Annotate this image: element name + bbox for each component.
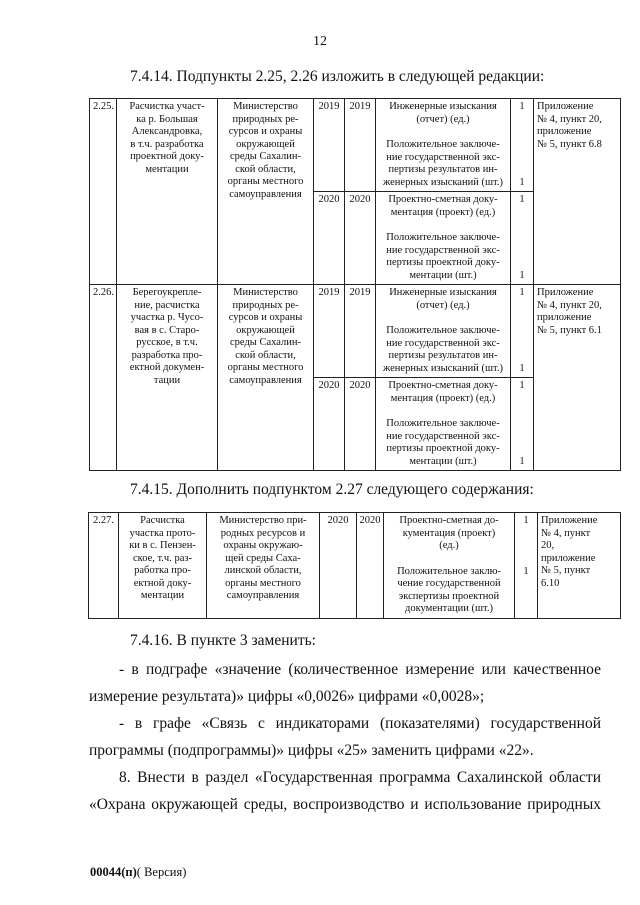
- cell-line: ние государственной экс-: [386, 337, 500, 349]
- year-start: 2019: [314, 285, 345, 378]
- cell-line: самоуправления: [229, 374, 302, 386]
- quantity-value: 1: [519, 287, 525, 298]
- year-end: 2020: [345, 192, 376, 285]
- cell-line: вая в с. Старо-: [134, 324, 200, 336]
- cell-line: участка р. Чусо-: [130, 312, 204, 323]
- event-cell: [117, 99, 218, 285]
- paragraph-replacement-1: [89, 656, 601, 710]
- year-start: 2020: [320, 513, 357, 619]
- section-heading-7-4-14: 7.4.14. Подпункты 2.25, 2.26 изложить в следующей редакции:: [130, 68, 545, 85]
- cell-line: ние, расчистка: [134, 299, 200, 311]
- indicator-cell: [376, 378, 511, 471]
- cell-line: Проектно-сметная доку-: [388, 380, 498, 391]
- cell-line: родных ресурсов и: [220, 527, 306, 539]
- cell-line: № 4, пункт 20,: [537, 113, 602, 125]
- cell-line: природных ре-: [232, 299, 299, 311]
- cell-line: Берегоукрепле-: [132, 287, 202, 298]
- cell-line: 6.10: [541, 577, 560, 589]
- cell-line: органы местного: [227, 362, 304, 373]
- quantity-cell: [515, 513, 538, 619]
- cell-line: кументация (проект): [402, 527, 496, 539]
- cell-line: Министерство при-: [219, 515, 307, 526]
- indicator-cell: [376, 285, 511, 378]
- cell-line: проектной доку-: [130, 151, 204, 162]
- cell-line: документации (шт.): [405, 603, 493, 614]
- cell-line: охраны окружаю-: [223, 540, 303, 551]
- cell-line: самоуправления: [226, 590, 300, 601]
- cell-line: чение государственной: [397, 578, 501, 589]
- cell-line: пертизы проектной доку-: [386, 257, 500, 268]
- section-heading-7-4-16: 7.4.16. В пункте 3 заменить:: [130, 632, 316, 649]
- cell-line: Инженерные изыскания: [389, 287, 497, 298]
- cell-line: линской области,: [224, 565, 302, 576]
- cell-line: Александровка,: [131, 126, 203, 137]
- cell-line: самоуправления: [229, 188, 302, 200]
- document-code: 00044(п): [90, 865, 137, 879]
- year-start: 2020: [314, 378, 345, 471]
- cell-line: Расчистка участ-: [129, 101, 205, 112]
- table-row: [89, 513, 621, 619]
- cell-line: сурсов и охраны: [228, 312, 303, 323]
- cell-line: приложение: [537, 126, 592, 137]
- cell-line: пертизы результатов ин-: [388, 350, 498, 361]
- cell-line: Проектно-сметная до-: [399, 515, 499, 526]
- cell-line: Министерство: [233, 101, 298, 112]
- year-end: 2019: [345, 99, 376, 192]
- table-row: [90, 99, 621, 192]
- cell-line: Положительное заклю-: [397, 565, 501, 577]
- page-number: 12: [313, 34, 327, 49]
- indicator-item: [379, 325, 507, 375]
- cell-line: Министерство: [233, 287, 298, 298]
- cell-line: ектной докумен-: [129, 362, 205, 373]
- link-cell: [534, 285, 621, 471]
- link-cell: [538, 513, 621, 619]
- document-footer: [90, 865, 186, 880]
- cell-line: ние государственной экс-: [386, 244, 500, 256]
- cell-line: ской области,: [235, 163, 296, 175]
- year-start: 2019: [314, 99, 345, 192]
- cell-line: женерных изысканий (шт.): [383, 362, 503, 374]
- document-version: ( Версия): [136, 865, 187, 879]
- cell-line: ние государственной экс-: [386, 430, 500, 442]
- quantity-cell: [511, 192, 534, 285]
- quantity-value: 1: [519, 176, 525, 188]
- cell-line: ментации (шт.): [409, 269, 477, 281]
- cell-line: приложение: [537, 312, 592, 323]
- cell-line: Инженерные изыскания: [389, 101, 497, 112]
- cell-line: окружающей: [236, 138, 295, 150]
- cell-line: ние государственной экс-: [386, 151, 500, 163]
- cell-line: тации: [153, 374, 181, 386]
- cell-line: ментации: [145, 163, 189, 175]
- indicator-item: [379, 287, 507, 312]
- quantity-value: 1: [523, 565, 529, 577]
- quantity-value: 1: [519, 380, 525, 391]
- year-end: 2020: [357, 513, 384, 619]
- quantity-value: 1: [519, 101, 525, 112]
- cell-line: ментации (шт.): [409, 455, 477, 467]
- cell-line: пертизы результатов ин-: [388, 164, 498, 175]
- cell-line: окружающей: [236, 324, 295, 336]
- link-cell: [534, 99, 621, 285]
- cell-line: ка р. Большая: [136, 113, 198, 125]
- cell-line: (отчет) (ед.): [416, 299, 470, 311]
- quantity-cell: [511, 99, 534, 192]
- cell-line: среды Сахалин-: [230, 151, 301, 162]
- cell-line: работка про-: [134, 565, 191, 576]
- paragraph-line: - в графе «Связь с индикаторами (показателями) государственной: [119, 715, 601, 732]
- row-number: 2.27.: [89, 513, 119, 619]
- indicator-cell: [376, 192, 511, 285]
- quantity-value: 1: [519, 269, 525, 281]
- paragraph-item-8: [89, 764, 601, 818]
- executor-cell: [207, 513, 320, 619]
- paragraph-line: программы (подпрограммы)» цифры «25» заменить цифрами «22».: [89, 742, 534, 759]
- cell-line: ментация (проект) (ед.): [390, 206, 496, 218]
- cell-line: 20,: [541, 540, 555, 551]
- quantity-value: 1: [519, 362, 525, 374]
- cell-line: Проектно-сметная доку-: [388, 194, 498, 205]
- cell-line: щей среды Саха-: [225, 552, 301, 564]
- section-heading-7-4-15: 7.4.15. Дополнить подпунктом 2.27 следующего содержания:: [130, 481, 534, 498]
- executor-cell: [218, 99, 314, 285]
- table-row: [90, 285, 621, 378]
- cell-line: участка прото-: [129, 527, 196, 539]
- cell-line: среды Сахалин-: [230, 337, 301, 348]
- quantity-value: 1: [523, 515, 529, 526]
- row-number: 2.25.: [90, 99, 117, 285]
- indicator-item: [387, 566, 511, 616]
- year-end: 2019: [345, 285, 376, 378]
- paragraph-line: «Охрана окружающей среды, воспроизводство и использование природных: [89, 796, 601, 813]
- quantity-cell: [511, 285, 534, 378]
- cell-line: № 4, пункт 20,: [537, 299, 602, 311]
- paragraph-line: - в подграфе «значение (количественное измерение или качественное: [119, 661, 601, 678]
- indicator-cell: [376, 99, 511, 192]
- cell-line: № 4, пункт: [541, 527, 591, 539]
- paragraph-replacement-2: [89, 710, 601, 764]
- executor-cell: [218, 285, 314, 471]
- cell-line: органы местного: [227, 176, 304, 187]
- quantity-value: 1: [519, 455, 525, 467]
- cell-line: органы местного: [225, 577, 301, 589]
- cell-line: приложение: [541, 552, 596, 564]
- paragraph-line: измерение результата)» цифры «0,0026» цифрами «0,0028»;: [89, 688, 485, 705]
- cell-line: Положительное заключе-: [386, 418, 500, 429]
- cell-line: № 5, пункт 6.1: [537, 324, 602, 336]
- cell-line: Положительное заключе-: [386, 232, 500, 243]
- cell-line: природных ре-: [232, 113, 299, 125]
- row-number: 2.26.: [90, 285, 117, 471]
- cell-line: в т.ч. разработка: [130, 138, 204, 150]
- cell-line: ментации: [140, 590, 185, 601]
- cell-line: ектной доку-: [133, 577, 192, 589]
- cell-line: сурсов и охраны: [228, 126, 303, 137]
- cell-line: женерных изысканий (шт.): [383, 176, 503, 188]
- table-subitems-2-25-2-26: [89, 98, 621, 471]
- cell-line: разработка про-: [131, 349, 203, 361]
- cell-line: Приложение: [537, 287, 594, 298]
- indicator-item: [379, 101, 507, 126]
- cell-line: (ед.): [439, 540, 459, 551]
- indicator-item: [379, 380, 507, 405]
- quantity-value: 1: [519, 194, 525, 205]
- event-cell: [117, 285, 218, 471]
- cell-line: Приложение: [537, 101, 594, 112]
- cell-line: русское, в т.ч.: [136, 337, 198, 348]
- cell-line: ское, т.ч. раз-: [132, 552, 193, 564]
- cell-line: ментация (проект) (ед.): [390, 392, 496, 404]
- indicator-item: [387, 515, 511, 553]
- indicator-item: [379, 194, 507, 219]
- year-start: 2020: [314, 192, 345, 285]
- year-end: 2020: [345, 378, 376, 471]
- indicator-item: [379, 232, 507, 282]
- cell-line: № 5, пункт: [541, 565, 591, 576]
- cell-line: ки в с. Пензен-: [129, 540, 196, 551]
- indicator-item: [379, 139, 507, 189]
- indicator-cell: [384, 513, 515, 619]
- indicator-item: [379, 418, 507, 468]
- cell-line: экспертизы проектной: [398, 590, 500, 602]
- cell-line: Положительное заключе-: [386, 325, 500, 336]
- cell-line: № 5, пункт 6.8: [537, 138, 602, 150]
- paragraph-line: 8. Внести в раздел «Государственная программа Сахалинской области: [119, 769, 601, 786]
- event-cell: [119, 513, 207, 619]
- table-subitem-2-27: [88, 512, 621, 619]
- cell-line: Приложение: [541, 515, 598, 526]
- quantity-cell: [511, 378, 534, 471]
- cell-line: ской области,: [235, 349, 296, 361]
- cell-line: Расчистка: [140, 515, 185, 526]
- cell-line: (отчет) (ед.): [416, 113, 470, 125]
- cell-line: Положительное заключе-: [386, 139, 500, 150]
- cell-line: пертизы проектной доку-: [386, 443, 500, 454]
